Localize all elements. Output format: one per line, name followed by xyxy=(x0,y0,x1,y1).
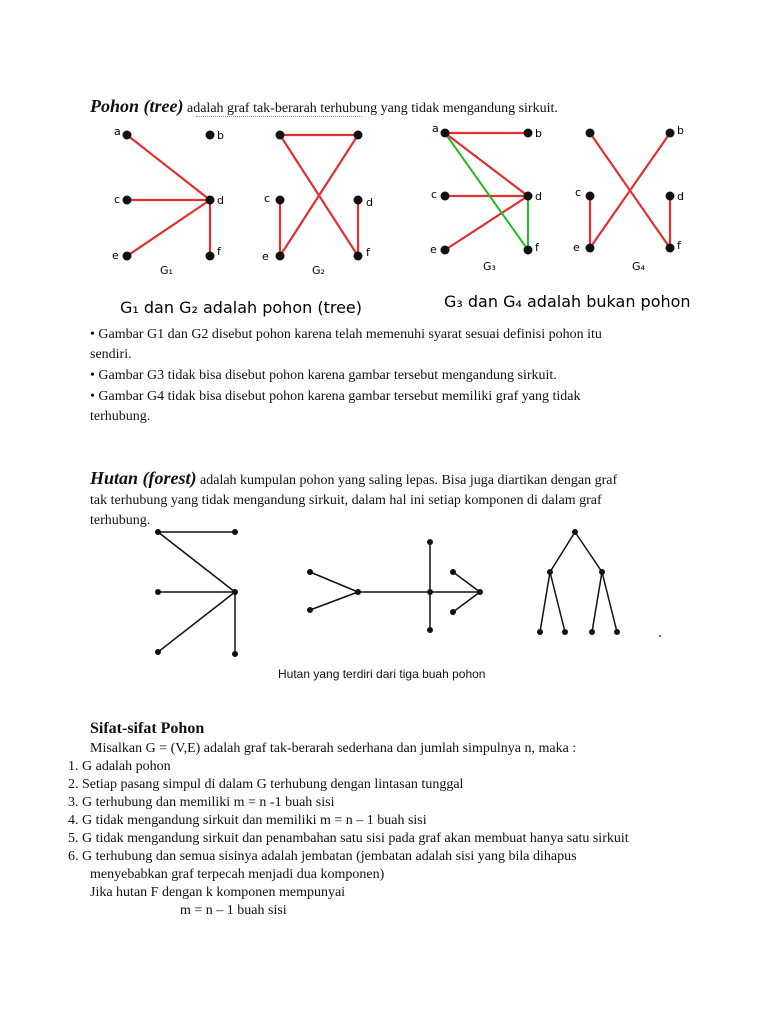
bullet-text-cont: sendiri. xyxy=(90,347,132,362)
sifat-item: 2. Setiap pasang simpul di dalam G terhubung dengan lintasan tunggal xyxy=(68,777,464,792)
node-label: c xyxy=(114,193,121,206)
sifat-title: Sifat-sifat Pohon xyxy=(90,720,205,737)
hutan-line3: terhubung. xyxy=(90,513,151,528)
node xyxy=(354,252,363,261)
bullet-text: Gambar G1 dan G2 disebut pohon karena telah memenuhi syarat sesuai definisi pohon itu xyxy=(98,327,602,342)
node-label: f xyxy=(217,245,221,258)
node xyxy=(123,252,132,261)
bullet-text: Gambar G3 tidak bisa disebut pohon karena gambar tersebut mengandung sirkuit. xyxy=(98,368,557,383)
sifat-item: 3. G terhubung dan memiliki m = n -1 buah sisi xyxy=(68,795,335,810)
node-label: c xyxy=(431,188,438,201)
node xyxy=(155,529,161,535)
pohon-definition: adalah graf tak-berarah terhubung yang tidak mengandung sirkuit. xyxy=(187,101,558,116)
node xyxy=(276,196,285,205)
forest-tree-1 xyxy=(158,532,235,654)
node xyxy=(155,589,161,595)
node xyxy=(427,539,433,545)
node xyxy=(123,196,132,205)
node-label: a xyxy=(432,122,439,135)
hutan-line1: adalah kumpulan pohon yang saling lepas. Bisa juga diartikan dengan graf xyxy=(200,473,618,488)
node-label: b xyxy=(217,129,224,142)
bullet-item xyxy=(90,387,710,427)
node-label: d xyxy=(217,194,224,207)
graph-g3 xyxy=(430,122,542,273)
node-label: b xyxy=(677,124,684,137)
node xyxy=(441,246,450,255)
node xyxy=(477,589,483,595)
node xyxy=(232,651,238,657)
node xyxy=(562,629,568,635)
forest-tree-1-nodes xyxy=(155,529,238,657)
forest-tree-2 xyxy=(310,542,480,630)
forest-formula: m = n – 1 buah sisi xyxy=(180,903,287,918)
node xyxy=(666,192,675,201)
node xyxy=(599,569,605,575)
node xyxy=(276,252,285,261)
bullet-icon: • xyxy=(90,389,95,404)
graph-label: G₂ xyxy=(312,264,325,277)
node xyxy=(307,569,313,575)
node xyxy=(427,627,433,633)
node xyxy=(524,192,533,201)
node-label: c xyxy=(575,186,582,199)
node xyxy=(547,569,553,575)
node-label: d xyxy=(535,190,542,203)
sifat-item: 4. G tidak mengandung sirkuit dan memiliki m = n – 1 buah sisi xyxy=(68,813,427,828)
pohon-heading xyxy=(90,96,730,119)
graph-g2 xyxy=(262,131,373,278)
figure-caption-right: G₃ dan G₄ adalah bukan pohon xyxy=(444,292,691,311)
node xyxy=(586,244,595,253)
node xyxy=(666,244,675,253)
hutan-line2: tak terhubung yang tidak mengandung sirkuit, dalam hal ini setiap komponen di dalam graf xyxy=(90,493,602,508)
node xyxy=(206,196,215,205)
node xyxy=(441,129,450,138)
node xyxy=(307,607,313,613)
node-label: e xyxy=(573,241,580,254)
forest-caption: Hutan yang terdiri dari tiga buah pohon xyxy=(278,667,486,681)
sifat-item: 6. G terhubung dan semua sisinya adalah jembatan (jembatan adalah sisi yang bila dihapus xyxy=(68,849,577,864)
sifat-item6-cont: menyebabkan graf terpecah menjadi dua komponen) xyxy=(90,867,385,882)
sifat-intro: Misalkan G = (V,E) adalah graf tak-berarah sederhana dan jumlah simpulnya n, maka : xyxy=(90,741,577,756)
graph-label: G₃ xyxy=(483,260,496,273)
forest-tree-3-nodes xyxy=(537,529,620,635)
figure-caption-left: G₁ dan G₂ adalah pohon (tree) xyxy=(120,298,362,317)
node-label: f xyxy=(535,241,539,254)
node xyxy=(614,629,620,635)
node-label: a xyxy=(114,125,121,138)
graph-g1 xyxy=(112,125,224,277)
node xyxy=(441,192,450,201)
forest-tree-2-nodes xyxy=(307,539,483,633)
node xyxy=(155,649,161,655)
node xyxy=(206,252,215,261)
node xyxy=(354,131,363,140)
node-label: d xyxy=(366,196,373,209)
sifat-list xyxy=(68,758,758,866)
node-label: e xyxy=(262,250,269,263)
graph-label: G₄ xyxy=(632,260,645,273)
node-label: c xyxy=(264,192,271,205)
node xyxy=(450,569,456,575)
hutan-term: Hutan (forest) xyxy=(90,468,197,488)
node xyxy=(572,529,578,535)
node xyxy=(427,589,433,595)
bullet-item xyxy=(90,366,710,386)
node xyxy=(524,129,533,138)
node xyxy=(537,629,543,635)
node xyxy=(232,529,238,535)
node-label: e xyxy=(430,243,437,256)
node xyxy=(355,589,361,595)
node xyxy=(354,196,363,205)
forest-edge-line: Jika hutan F dengan k komponen mempunyai xyxy=(90,885,346,900)
heading-dotted-underline xyxy=(196,116,362,117)
node xyxy=(450,609,456,615)
tree-graphs-figure xyxy=(100,118,700,318)
edge xyxy=(445,133,528,196)
sifat-item: 1. G adalah pohon xyxy=(68,759,171,774)
graph-g4 xyxy=(573,124,684,273)
node xyxy=(586,192,595,201)
bullet-icon: • xyxy=(90,327,95,342)
bullet-item xyxy=(90,325,710,365)
edge xyxy=(445,196,528,250)
node xyxy=(123,131,132,140)
node xyxy=(666,129,675,138)
pohon-term: Pohon (tree) xyxy=(90,96,184,116)
node xyxy=(232,589,238,595)
node xyxy=(276,131,285,140)
node xyxy=(586,129,595,138)
bullet-list xyxy=(90,325,710,427)
node xyxy=(206,131,215,140)
stray-dot xyxy=(659,635,661,637)
edge xyxy=(127,200,210,256)
node-label: f xyxy=(677,239,681,252)
sifat-item: 5. G tidak mengandung sirkuit dan penambahan satu sisi pada graf akan membuat hanya satu sirkuit xyxy=(68,831,629,846)
bullet-text: Gambar G4 tidak bisa disebut pohon karena gambar tersebut memiliki graf yang tidak xyxy=(98,389,581,404)
node-label: f xyxy=(366,246,370,259)
forest-tree-3 xyxy=(540,532,617,632)
cycle-edge xyxy=(445,133,528,250)
forest-figure xyxy=(140,520,680,660)
bullet-text-cont: terhubung. xyxy=(90,409,151,424)
edge xyxy=(127,135,210,200)
node-label: d xyxy=(677,190,684,203)
node xyxy=(524,246,533,255)
bullet-icon: • xyxy=(90,368,95,383)
node xyxy=(589,629,595,635)
node-label: b xyxy=(535,127,542,140)
graph-label: G₁ xyxy=(160,264,173,277)
node-label: e xyxy=(112,249,119,262)
